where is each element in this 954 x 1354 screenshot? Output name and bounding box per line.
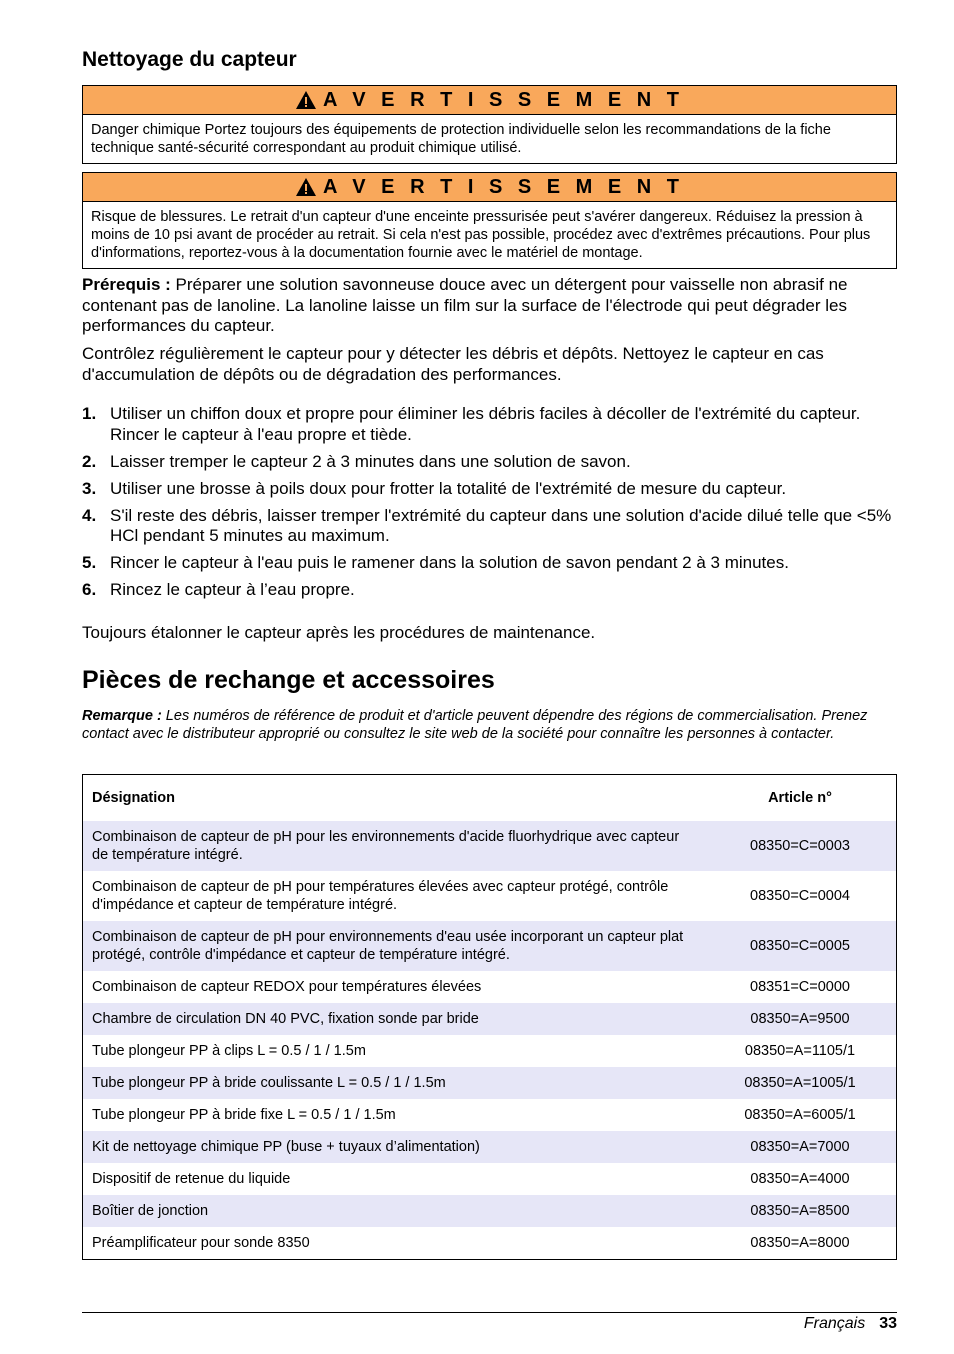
cell-designation: Tube plongeur PP à clips L = 0.5 / 1 / 1.5m: [83, 1035, 705, 1067]
list-item: [82, 479, 897, 500]
cell-article: 08350=C=0004: [704, 871, 897, 921]
list-item: [82, 404, 897, 445]
closing-paragraph: Toujours étalonner le capteur après les procédures de maintenance.: [82, 623, 596, 642]
step-number: 1.: [82, 404, 97, 423]
prerequisite-paragraph: [82, 275, 897, 337]
table-row: [83, 1035, 897, 1067]
cell-designation: Chambre de circulation DN 40 PVC, fixation sonde par bride: [83, 1003, 705, 1035]
cell-designation: Combinaison de capteur de pH pour environnements d'eau usée incorporant un capteur plat protégé, contrôle d'impédance et capteur de température intégré.: [83, 921, 705, 971]
warning-header: [83, 173, 896, 202]
list-item: [82, 580, 897, 601]
warning-text: Risque de blessures. Le retrait d'un capteur d'une enceinte pressurisée peut s'avérer dangereux. Réduisez la pression à moins de 10 psi avant de procéder au retrait. Si cela n'est pas possible, procédez avec d'extrêmes précautions. Pour plus d'informations, reportez-vous à la documentation fournie avec le matériel de montage.: [91, 209, 871, 261]
warning-box-injury: [82, 172, 897, 269]
page-footer: [804, 1314, 897, 1334]
table-row: [83, 1195, 897, 1227]
cell-designation: Combinaison de capteur de pH pour les environnements d'acide fluorhydrique avec capteur de température intégré.: [83, 821, 705, 871]
table-row: [83, 1163, 897, 1195]
cell-article: 08350=C=0005: [704, 921, 897, 971]
step-text: Rincez le capteur à l’eau propre.: [110, 580, 355, 599]
prerequisite-text: Préparer une solution savonneuse douce avec un détergent pour vaisselle non abrasif ne contenant pas de lanoline. La lanoline laisse un film sur la surface de l'électrode qui peut dégrader les performances du capteur.: [82, 275, 848, 335]
step-text: Utiliser une brosse à poils doux pour frotter la totalité de l'extrémité de mesure du capteur.: [110, 478, 787, 498]
cell-designation: Combinaison de capteur REDOX pour températures élevées: [83, 971, 705, 1003]
cell-article: 08350=C=0003: [704, 821, 897, 871]
section-heading: Nettoyage du capteur: [82, 48, 297, 71]
warning-label: A V E R T I S S E M E N T: [323, 175, 684, 198]
list-item: [82, 452, 897, 473]
footer-divider: [82, 1312, 897, 1313]
warning-triangle-icon: [295, 90, 317, 110]
column-header-article: Article n°: [704, 775, 897, 822]
table-row: [83, 1099, 897, 1131]
cell-designation: Tube plongeur PP à bride coulissante L = 0.5 / 1 / 1.5m: [83, 1067, 705, 1099]
step-number: 4.: [82, 505, 97, 525]
table-row: [83, 1227, 897, 1260]
cell-article: 08350=A=9500: [704, 1003, 897, 1035]
cell-article: 08350=A=1105/1: [704, 1035, 897, 1067]
table-row: [83, 821, 897, 871]
table-header-row: [83, 775, 897, 822]
step-text: Rincer le capteur à l'eau puis le ramener dans la solution de savon pendant 2 à 3 minutes.: [110, 553, 789, 572]
cell-article: 08350=A=8000: [704, 1227, 897, 1260]
cell-designation: Préamplificateur pour sonde 8350: [83, 1227, 705, 1260]
table-row: [83, 1067, 897, 1099]
step-number: 2.: [82, 451, 97, 471]
step-number: 5.: [82, 553, 97, 572]
cell-article: 08350=A=1005/1: [704, 1067, 897, 1099]
cleaning-steps: [82, 404, 897, 607]
cell-article: 08350=A=7000: [704, 1131, 897, 1163]
list-item: [82, 553, 897, 574]
step-text: Utiliser un chiffon doux et propre pour éliminer les débris faciles à décoller de l'extrémité du capteur. Rincer le capteur à l'eau propre et tiède.: [110, 404, 861, 444]
table-row: [83, 871, 897, 921]
column-header-designation: Désignation: [83, 775, 705, 822]
list-item: [82, 506, 897, 547]
step-number: 3.: [82, 478, 97, 498]
step-text: S'il reste des débris, laisser tremper l'extrémité du capteur dans une solution d'acide dilué telle que <5% HCl pendant 5 minutes au maximum.: [110, 505, 892, 545]
cell-article: 08350=A=4000: [704, 1163, 897, 1195]
remark-note: [82, 707, 897, 743]
footer-language: Français: [803, 1315, 866, 1332]
warning-text: Danger chimique Portez toujours des équipements de protection individuelle selon les recommandations de la fiche technique santé-sécurité correspondant au produit chimique utilisé.: [91, 122, 831, 156]
warning-box-chemical: [82, 85, 897, 164]
remark-text: Les numéros de référence de produit et d'article peuvent dépendre des régions de commercialisation. Prenez contact avec le distributeur approprié ou consultez le site web de la société pour connaître les personnes à contacter.: [82, 708, 868, 742]
warning-header: [83, 86, 896, 115]
cell-article: 08350=A=8500: [704, 1195, 897, 1227]
remark-label: Remarque :: [82, 708, 162, 724]
warning-label: A V E R T I S S E M E N T: [323, 88, 684, 111]
cell-designation: Kit de nettoyage chimique PP (buse + tuyaux d’alimentation): [83, 1131, 705, 1163]
cell-designation: Dispositif de retenue du liquide: [83, 1163, 705, 1195]
warning-triangle-icon: [295, 177, 317, 197]
cell-designation: Boîtier de jonction: [83, 1195, 705, 1227]
cell-article: 08350=A=6005/1: [704, 1099, 897, 1131]
cell-article: 08351=C=0000: [704, 971, 897, 1003]
table-row: [83, 921, 897, 971]
intro-paragraph: Contrôlez régulièrement le capteur pour y détecter les débris et dépôts. Nettoyez le capteur en cas d'accumulation de dépôts ou de dégradation des performances.: [82, 344, 824, 384]
table-row: [83, 971, 897, 1003]
table-row: [83, 1131, 897, 1163]
step-text: Laisser tremper le capteur 2 à 3 minutes dans une solution de savon.: [110, 451, 631, 471]
cell-designation: Tube plongeur PP à bride fixe L = 0.5 / 1 / 1.5m: [83, 1099, 705, 1131]
table-row: [83, 1003, 897, 1035]
prerequisite-label: Prérequis :: [82, 275, 171, 294]
parts-title: Pièces de rechange et accessoires: [82, 666, 495, 694]
step-number: 6.: [82, 580, 97, 599]
page-number: 33: [879, 1315, 897, 1332]
parts-table: [82, 774, 897, 1260]
cell-designation: Combinaison de capteur de pH pour températures élevées avec capteur protégé, contrôle d'impédance et capteur de température intégré.: [83, 871, 705, 921]
